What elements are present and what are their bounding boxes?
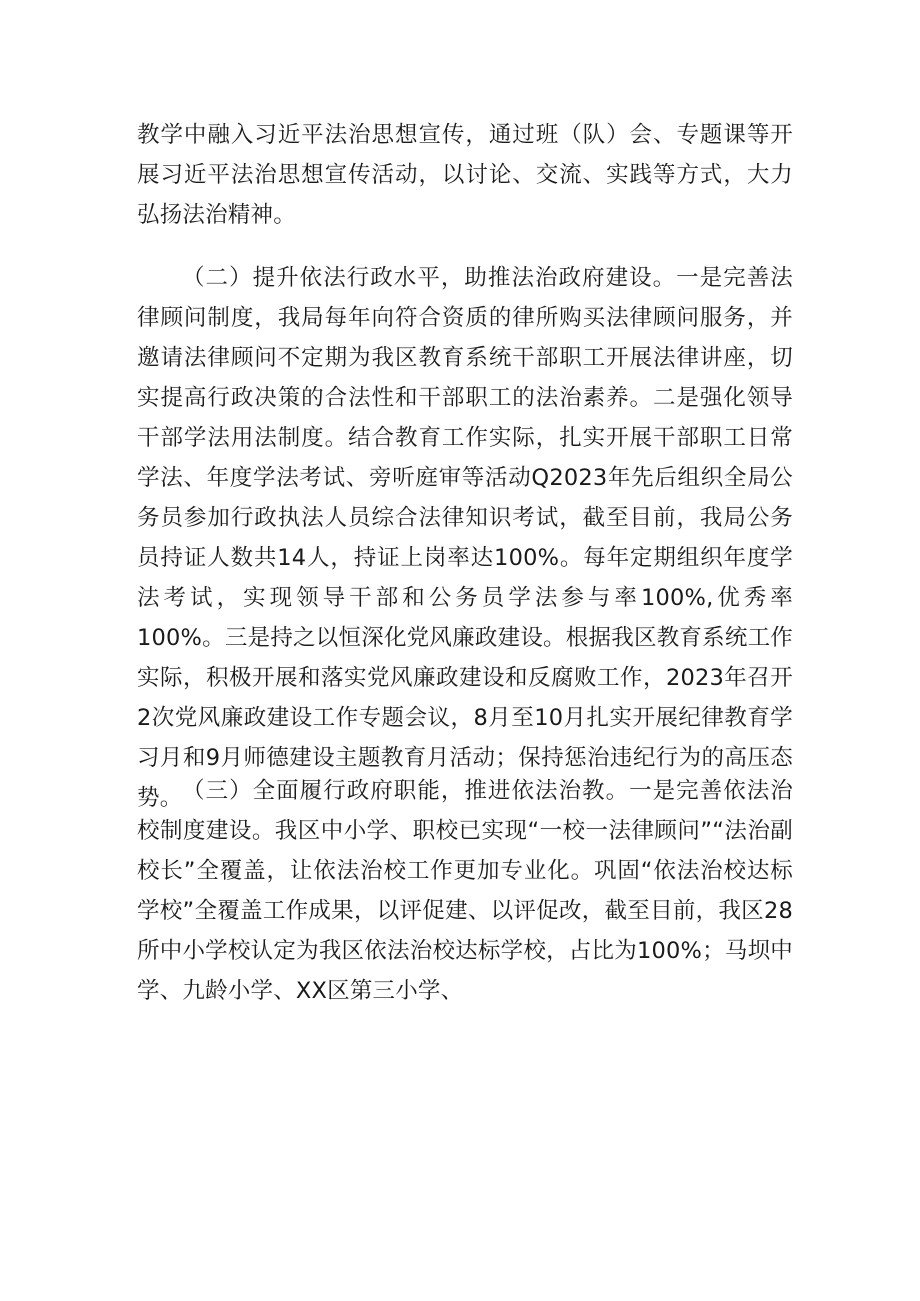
body-text-block bbox=[137, 115, 793, 235]
paragraph-section-three: （三）全面履行政府职能，推进依法治教。一是完善依法治校制度建设。我区中小学、职校已实现“一校一法律顾问”“法治副校长”全覆盖，让依法治校工作更加专业化。巩固“依法治校达标学校”全覆盖工作成果，以评促建、以评促改，截至目前，我区28所中小学校认定为我区依法治校达标学校，占比为100%；马坝中学、九龄小学、XX区第三小学、 bbox=[137, 778, 793, 1004]
body-text-block bbox=[137, 258, 793, 818]
paragraph-continuation: 教学中融入习近平法治思想宣传，通过班（队）会、专题课等开展习近平法治思想宣传活动，以讨论、交流、实践等方式，大力弘扬法治精神。 bbox=[137, 122, 793, 228]
paragraph-section-two: （二）提升依法行政水平，助推法治政府建设。一是完善法律顾问制度，我局每年向符合资质的律所购买法律顾问服务，并邀请法律顾问不定期为我区教育系统干部职工开展法律讲座，切实提高行政决策的合法性和干部职工的法治素养。二是强化领导干部学法用法制度。结合教育工作实际，扎实开展干部职工日常学法、年度学法考试、旁听庭审等活动Q2023年先后组织全局公务员参加行政执法人员综合法律知识考试，截至目前，我局公务员持证人数共14人，持证上岗率达100%。每年定期组织年度学法考试，实现领导干部和公务员学法参与率100%,优秀率100%。三是持之以恒深化党风廉政建设。根据我区教育系统工作实际，积极开展和落实党风廉政建设和反腐败工作，2023年召开2次党风廉政建设工作专题会议，8月至10月扎实开展纪律教育学习月和9月师德建设主题教育月活动；保持惩治违纪行为的高压态势。 bbox=[137, 265, 793, 811]
body-text-block bbox=[137, 771, 793, 1011]
